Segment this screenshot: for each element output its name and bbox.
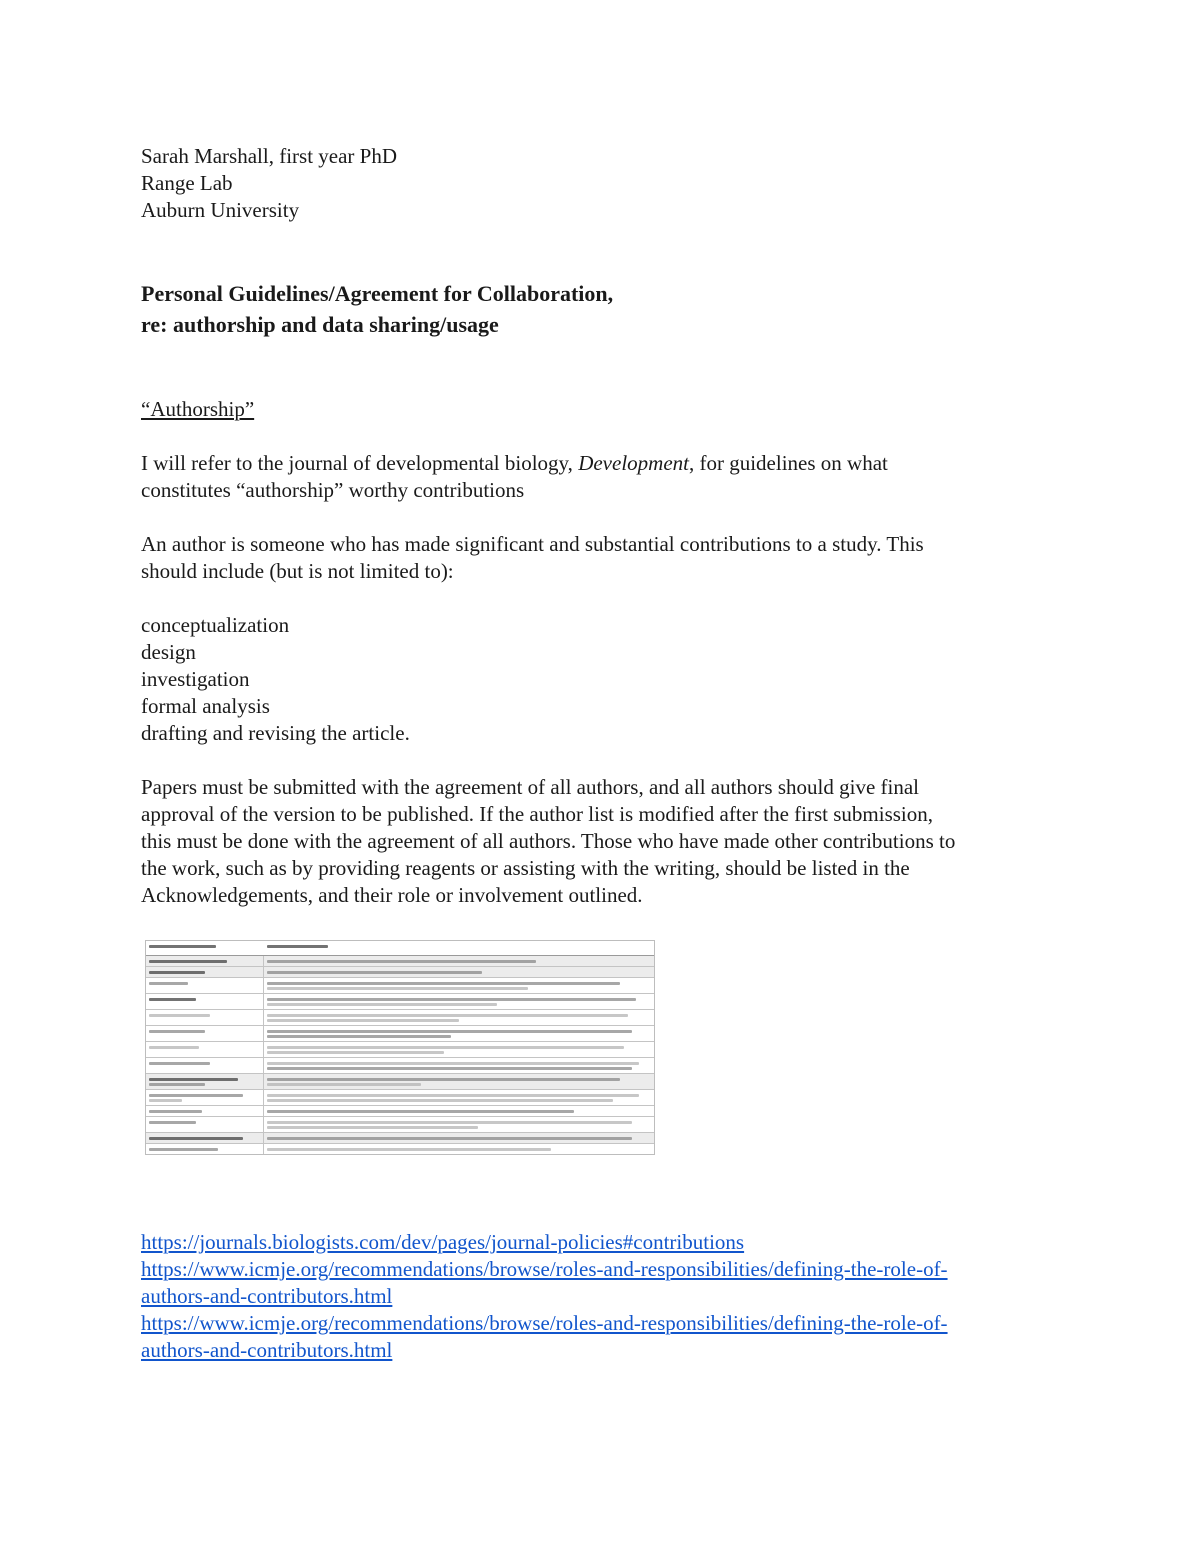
reference-link-icmje-1[interactable] — [141, 1256, 1061, 1310]
intro-prefix: I will refer to the journal of developmental biology, — [141, 451, 579, 475]
reference-link-dev-policies[interactable]: https://journals.biologists.com/dev/pages/journal-policies#contributions — [141, 1230, 745, 1254]
link-text-part: authors-and-contributors.html — [141, 1338, 393, 1362]
table-row — [146, 1058, 654, 1074]
list-item: drafting and revising the article. — [141, 721, 410, 745]
table-row — [146, 1090, 654, 1106]
intro-suffix: , for guidelines on what — [688, 451, 888, 475]
table-row — [146, 1106, 654, 1117]
author-name-line: Sarah Marshall, first year PhD — [141, 144, 398, 168]
table-row — [146, 994, 654, 1010]
paragraph-line: the work, such as by providing reagents or assisting with the writing, should be listed in the — [141, 856, 910, 880]
contribution-list — [141, 612, 1061, 747]
intro-paragraph-line-1 — [141, 450, 1061, 477]
author-definition-line-2: should include (but is not limited to): — [141, 559, 454, 583]
journal-name: Development — [578, 451, 689, 475]
paragraph-line: this must be done with the agreement of all authors. Those who have made other contributions to — [141, 829, 956, 853]
link-text-part: https://www.icmje.org/recommendations/browse/roles-and-responsibilities/defining-the-role-of- — [141, 1311, 948, 1335]
contributor-roles-table-image — [145, 940, 655, 1155]
paragraph-line: Papers must be submitted with the agreement of all authors, and all authors should give final — [141, 775, 919, 799]
table-row — [146, 1042, 654, 1058]
table-row — [146, 1026, 654, 1042]
table-row — [146, 1010, 654, 1026]
document-body — [141, 143, 1061, 1364]
link-text-part: authors-and-contributors.html — [141, 1284, 393, 1308]
link-text-part: https://www.icmje.org/recommendations/browse/roles-and-responsibilities/defining-the-role-of- — [141, 1257, 948, 1281]
university-name: Auburn University — [141, 198, 300, 222]
intro-paragraph-line-2: constitutes “authorship” worthy contributions — [141, 478, 525, 502]
authorship-section-heading: “Authorship” — [141, 397, 255, 421]
table-header — [146, 941, 654, 956]
document-title-line-1: Personal Guidelines/Agreement for Collaboration, — [141, 281, 614, 306]
list-item: design — [141, 640, 196, 664]
list-item: investigation — [141, 667, 250, 691]
author-definition-line-1: An author is someone who has made significant and substantial contributions to a study. This — [141, 532, 924, 556]
table-row — [146, 956, 654, 967]
table-row — [146, 1133, 654, 1144]
reference-links — [141, 1229, 1061, 1364]
lab-name: Range Lab — [141, 171, 233, 195]
document-title-line-2: re: authorship and data sharing/usage — [141, 312, 499, 337]
list-item: formal analysis — [141, 694, 270, 718]
reference-link-icmje-2[interactable] — [141, 1310, 1061, 1364]
table-row — [146, 1144, 654, 1154]
submission-paragraph — [141, 774, 1061, 909]
table-row — [146, 978, 654, 994]
paragraph-line: approval of the version to be published. If the author list is modified after the first submission, — [141, 802, 934, 826]
paragraph-line: Acknowledgements, and their role or involvement outlined. — [141, 883, 643, 907]
table-row — [146, 1117, 654, 1133]
list-item: conceptualization — [141, 613, 290, 637]
table-row — [146, 1074, 654, 1090]
table-row — [146, 967, 654, 978]
